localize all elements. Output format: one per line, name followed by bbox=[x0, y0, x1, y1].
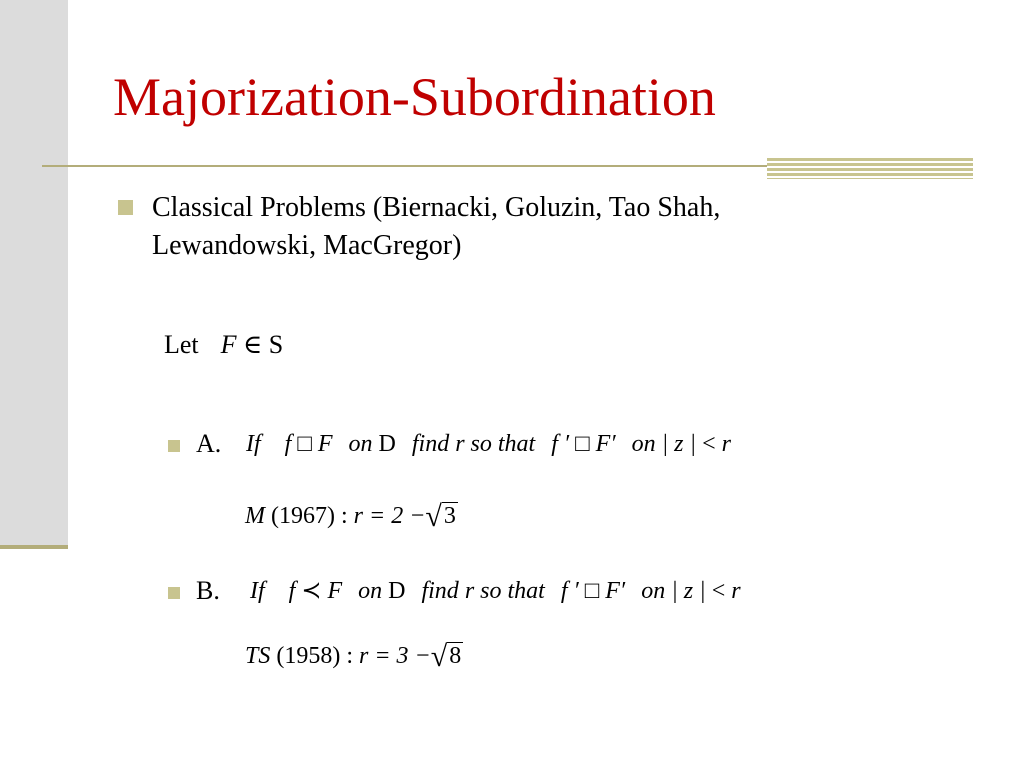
b-result-lhs: r = 3 − bbox=[359, 643, 431, 669]
a-so-that: so that bbox=[470, 431, 536, 457]
b-F: F bbox=[327, 578, 343, 604]
a-find: find bbox=[411, 431, 450, 457]
a-result-name: M bbox=[245, 503, 265, 529]
b-rel-1: ≺ bbox=[301, 578, 322, 604]
sqrt-icon: √ bbox=[425, 500, 442, 533]
let-word: Let bbox=[164, 330, 199, 359]
bullet-square-icon bbox=[118, 200, 133, 215]
a-on-2: on bbox=[631, 431, 656, 457]
let-S: S bbox=[268, 330, 284, 359]
a-D: D bbox=[378, 431, 396, 457]
bullet-b-icon bbox=[168, 587, 180, 599]
a-r-2: r bbox=[721, 431, 732, 457]
b-find: find bbox=[421, 578, 459, 604]
b-f: f bbox=[288, 578, 296, 604]
item-a-label: A. bbox=[196, 429, 222, 458]
a-f-prime: f ′ bbox=[551, 431, 570, 457]
a-F: F bbox=[317, 431, 333, 457]
bullet-classical-problems: Classical Problems (Biernacki, Goluzin, Tao Shah, Lewandowski, MacGregor) bbox=[152, 192, 721, 261]
b-r: r bbox=[464, 578, 475, 604]
slide-title: Majorization-Subordination bbox=[113, 67, 716, 127]
item-b-result bbox=[245, 640, 463, 672]
a-if: If bbox=[246, 431, 261, 457]
side-rule bbox=[0, 545, 68, 549]
a-on: on bbox=[348, 431, 373, 457]
a-result-lhs: r = 2 − bbox=[353, 503, 426, 529]
title-accent-block bbox=[767, 158, 973, 179]
b-on: on bbox=[358, 578, 383, 604]
b-f-prime: f ′ bbox=[560, 578, 579, 604]
a-result-year: (1967) : bbox=[271, 503, 348, 529]
a-lt: < bbox=[702, 431, 716, 457]
a-result-radicand: 3 bbox=[443, 503, 456, 529]
b-rel-2: □ bbox=[584, 578, 600, 604]
a-F-prime: F′ bbox=[595, 431, 616, 457]
b-abs-z: | z | bbox=[671, 578, 706, 604]
let-statement bbox=[164, 327, 283, 363]
sqrt-icon: √ bbox=[430, 640, 448, 673]
b-so-that: so that bbox=[480, 578, 545, 604]
a-rel-2: □ bbox=[575, 431, 590, 457]
b-r-2: r bbox=[731, 578, 741, 604]
side-panel bbox=[0, 0, 68, 545]
bullet-a-icon bbox=[168, 440, 180, 452]
a-rel-1: □ bbox=[297, 431, 312, 457]
item-a-result bbox=[245, 500, 458, 532]
let-F: F bbox=[220, 330, 237, 359]
a-abs-z: | z | bbox=[661, 431, 697, 457]
b-D: D bbox=[388, 578, 406, 604]
item-b-formula bbox=[250, 575, 741, 607]
item-b-label: B. bbox=[196, 576, 220, 605]
b-F-prime: F′ bbox=[605, 578, 626, 604]
b-result-name: TS bbox=[245, 643, 271, 669]
b-result-radicand: 8 bbox=[449, 643, 462, 669]
a-r: r bbox=[455, 431, 465, 457]
item-a-formula bbox=[246, 428, 731, 460]
b-if: If bbox=[250, 578, 265, 604]
b-result-year: (1958) : bbox=[276, 643, 354, 669]
a-f: f bbox=[284, 431, 292, 457]
b-on-2: on bbox=[641, 578, 666, 604]
b-lt: < bbox=[711, 578, 726, 604]
let-in: ∈ bbox=[243, 330, 263, 359]
